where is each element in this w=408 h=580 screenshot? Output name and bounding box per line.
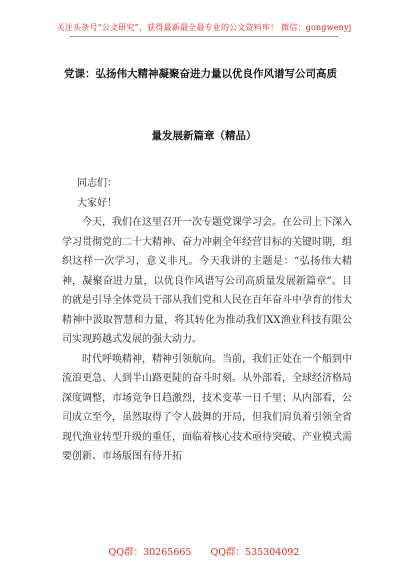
paragraph-intro: 今天，我们在这里召开一次专题党课学习会。在公司上下深入学习贯彻党的二十大精神、奋力冲刺全年经营目标的关键时期，组织这样一次学习，意义非凡。今天我讲的主题是：“弘扬伟大精神，凝聚奋进力量，以优良作风谱写公司高质量发展新篇章”。目的就是引导全体党员干部从我们党和人民在百年奋斗中孕育的伟大精神中汲取智慧和力量，将其转化为推动我们XX渔业科技有限公司实现跨越式发展的强大动力。 bbox=[62, 217, 352, 345]
page-footer bbox=[0, 544, 408, 558]
header-divider bbox=[70, 36, 338, 37]
document-body bbox=[62, 174, 352, 467]
paragraph-context: 时代呼唤精神，精神引领航向。当前，我们正处在一个船到中流浪更急、人到半山路更陡的奋斗时刻。从外部看，全球经济格局深度调整，市场竞争日趋激烈，技术变革一日千里；从内部看，公司成立至今，虽然取得了令人鼓舞的开局，但我们肩负着引领全省现代渔业转型升级的重任，面临着核心技术亟待突破、产业模式需要创新、市场版图有待开拓 bbox=[62, 353, 352, 462]
page-header: 关注头条号“公文研究”，获得最新最全最专业的公文资料库！ 微信：gongwenyj bbox=[56, 23, 352, 32]
greeting: 大家好！ bbox=[77, 197, 117, 209]
footer-qq-group-2: QQ群：535304092 bbox=[210, 547, 300, 558]
document-title-line-2: 量发展新篇章（精品） bbox=[151, 130, 257, 142]
document-title-line-1: 党课：弘扬伟大精神凝聚奋进力量以优良作风谱写公司高质 bbox=[64, 68, 337, 80]
footer-qq-group-1: QQ群：30265665 bbox=[108, 547, 192, 558]
salutation: 同志们： bbox=[77, 178, 117, 189]
